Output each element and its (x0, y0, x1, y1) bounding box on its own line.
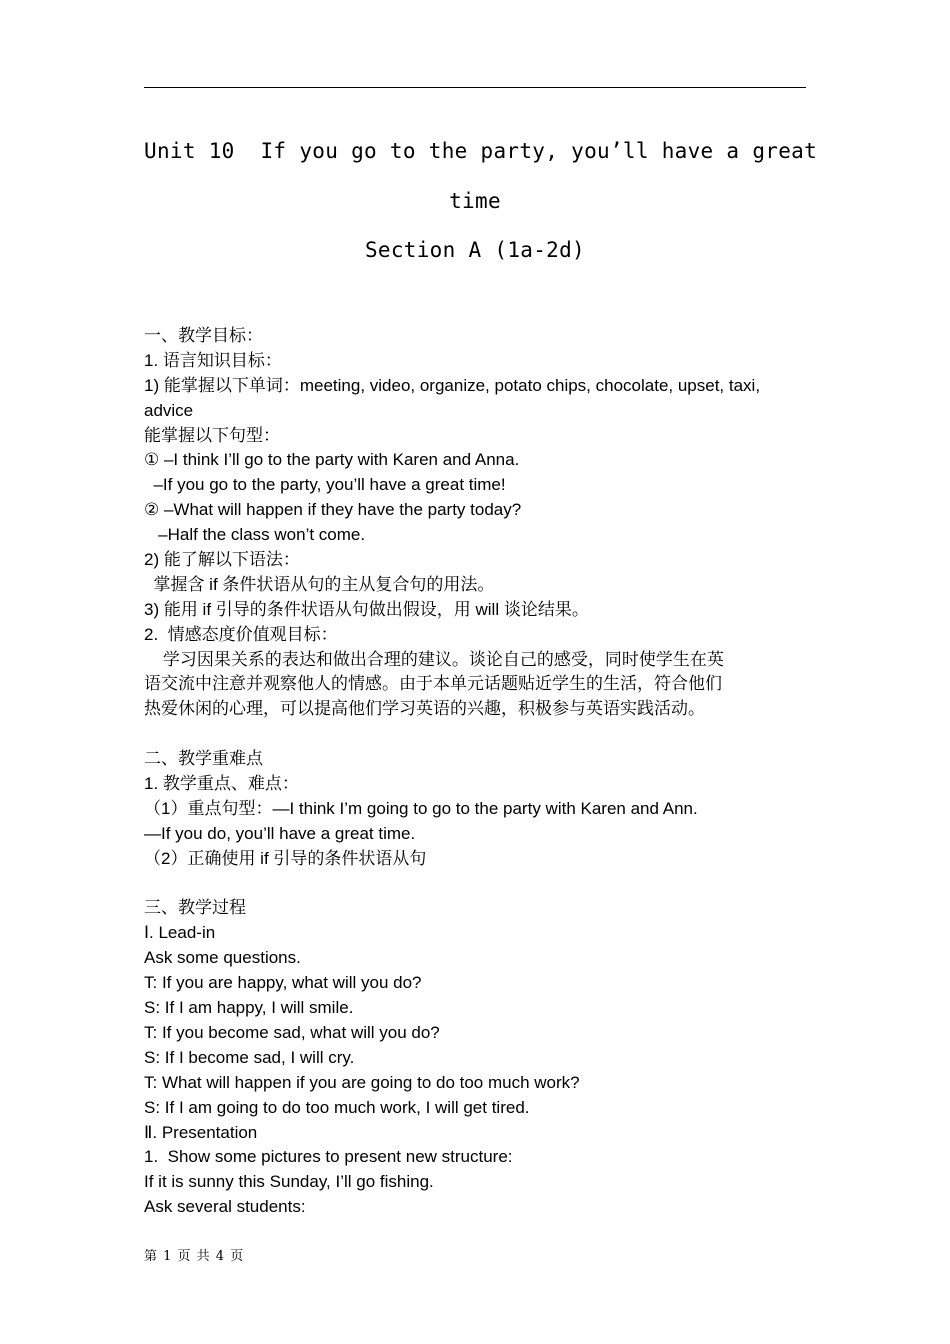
body-line: （1）重点句型：—I think I’m going to go to the party with Karen and Ann. (144, 798, 698, 818)
unit-title-line2: time (449, 189, 501, 213)
body-line: S: If I am going to do too much work, I will get tired. (144, 1097, 530, 1117)
body-line: 2. 情感态度价值观目标： (144, 624, 338, 644)
blank-line (144, 872, 806, 897)
body-line: 掌握含 if 条件状语从句的主从复合句的用法。 (144, 574, 495, 594)
body-line: 热爱休闲的心理，可以提高他们学习英语的兴趣，积极参与英语实践活动。 (144, 699, 705, 719)
body-line: Ask some questions. (144, 948, 301, 968)
lesson-body (144, 324, 806, 1220)
body-line: （2）正确使用 if 引导的条件状语从句 (144, 848, 427, 868)
body-line: Ⅱ. Presentation (144, 1122, 258, 1142)
body-line: advice (144, 400, 194, 420)
body-line: T: If you become sad, what will you do? (144, 1022, 440, 1042)
body-line: ① –I think I’ll go to the party with Karen and Anna. (144, 450, 520, 470)
header-rule (144, 87, 806, 88)
heading-process: 三、教学过程 (144, 898, 246, 918)
body-line: –If you go to the party, you’ll have a great time! (144, 475, 506, 495)
body-line: T: If you are happy, what will you do? (144, 973, 422, 993)
blank-line (144, 722, 806, 747)
body-line: ② –What will happen if they have the party today? (144, 500, 522, 520)
body-line: —If you do, you’ll have a great time. (144, 823, 416, 843)
body-line: 学习因果关系的表达和做出合理的建议。谈论自己的感受，同时使学生在英 (144, 649, 724, 669)
body-line: S: If I am happy, I will smile. (144, 998, 354, 1018)
heading-objectives: 一、教学目标： (144, 326, 263, 345)
body-line: If it is sunny this Sunday, I’ll go fishing. (144, 1172, 434, 1192)
body-line: Ⅰ. Lead-in (144, 923, 216, 943)
body-line: 1) 能掌握以下单词：meeting, video, organize, potato chips, chocolate, upset, taxi, (144, 375, 761, 395)
body-line: T: What will happen if you are going to do too much work? (144, 1072, 580, 1092)
unit-title-line1: Unit 10 If you go to the party, you’ll have a great (144, 139, 818, 163)
heading-key-points: 二、教学重难点 (144, 749, 263, 769)
body-line: S: If I become sad, I will cry. (144, 1047, 355, 1067)
body-line: 1. 语言知识目标： (144, 350, 282, 370)
body-line: 1. Show some pictures to present new structure: (144, 1147, 513, 1167)
body-line: 3) 能用 if 引导的条件状语从句做出假设，用 will 谈论结果。 (144, 599, 589, 619)
body-line: Ask several students: (144, 1197, 306, 1217)
page-footer: 第 1 页 共 4 页 (144, 1249, 244, 1264)
body-line: 1. 教学重点、难点： (144, 774, 299, 794)
section-title: Section A (1a-2d) (364, 238, 586, 262)
body-line: –Half the class won’t come. (144, 525, 366, 545)
body-line: 2) 能了解以下语法： (144, 550, 300, 570)
body-line: 能掌握以下句型： (144, 425, 280, 445)
body-line: 语交流中注意并观察他人的情感。由于本单元话题贴近学生的生活，符合他们 (144, 674, 722, 694)
